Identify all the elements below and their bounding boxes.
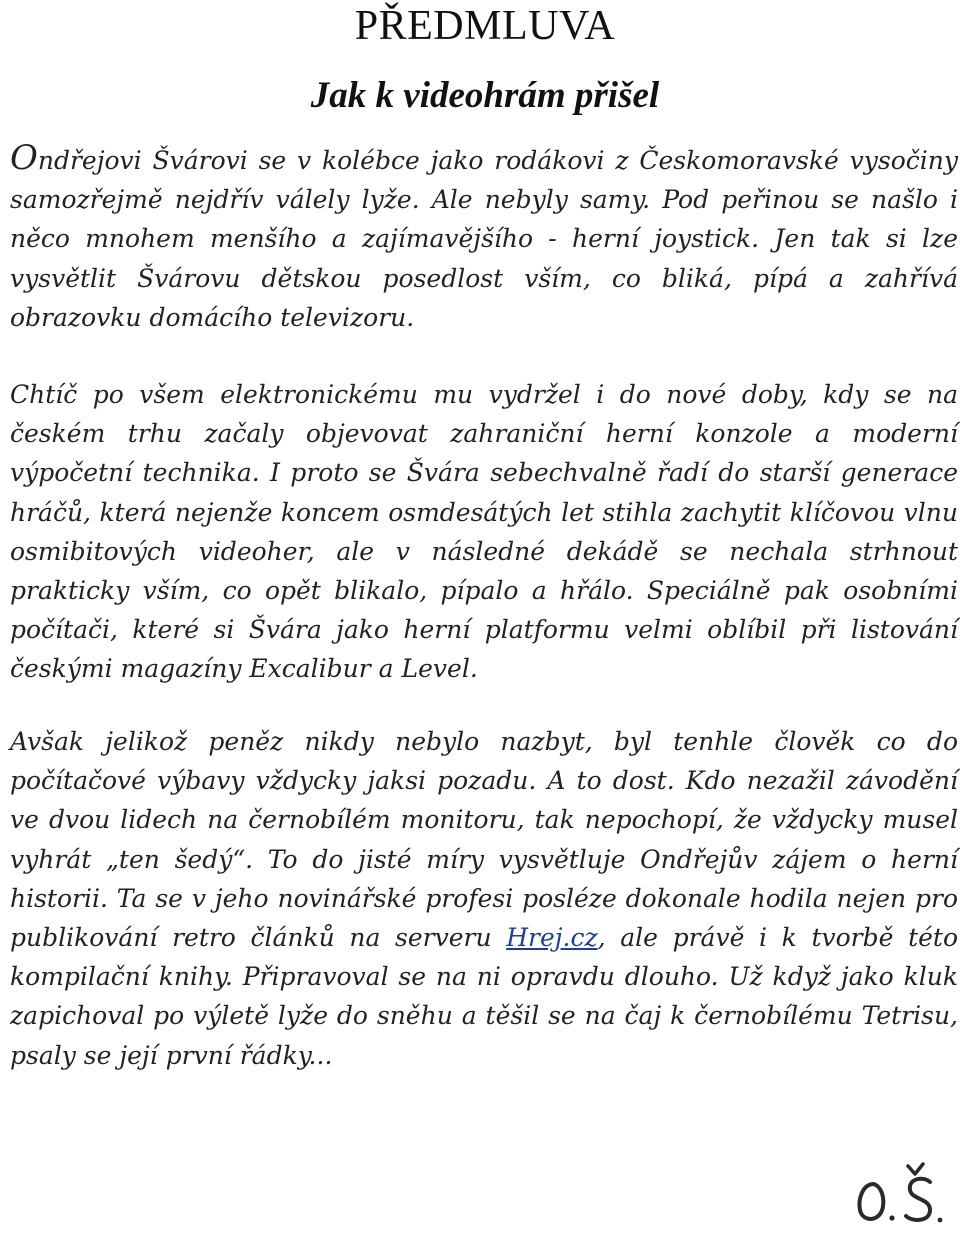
paragraph-intro [10,139,958,337]
paragraph-second [10,375,958,689]
drop-cap: O [10,138,38,178]
paragraph-third-text-before: Avšak jelikož peněz nikdy nebylo nazbyt, byl tenhle člověk co do počítačové výbavy vždycky jaksi pozadu. A to dost. Kdo nezažil závodění ve dvou lidech na černobílém monitoru, tak nepochopí, že vždycky musel vyhrát „ten šedý“. To do jisté míry vysvětluje Ondřejův zájem o herní historii. Ta se v jeho novinářské profesi posléze dokonale hodila nejen pro publikování retro článků na serveru [10,727,958,953]
signature-image [852,1160,948,1226]
hrej-cz-link[interactable]: Hrej.cz [506,923,598,953]
paragraph-second-text: Chtíč po všem elektronickému mu vydržel i do nové doby, kdy se na českém trhu začaly objevovat zahraniční herní konzole a moderní výpočetní technika. I proto se Švára sebechvalně řadí do starší generace hráčů, která nejenže koncem osmdesátých let stihla zachytit klíčovou vlnu osmibitových videoher, ale v následné dekádě se nechala strhnout prakticky vším, co opět blikalo, pípalo a hřálo. Speciálně pak osobními počítači, které si Švára jako herní platformu velmi oblíbil při listování českými magazíny Excalibur a Level. [10,380,958,684]
page-title: PŘEDMLUVA [354,3,616,49]
paragraph-intro-text: ndřejovi Švárovi se v kolébce jako rodákovi z Českomoravské vysočiny samozřejmě nejdřív válely lyže. Ale nebyly samy. Pod peřinou se našlo i něco mnohem menšího a zajímavějšího - herní joystick. Jen tak si lze vysvětlit Švárovu dětskou posedlost vším, co bliká, pípá a zahřívá obrazovku domácího televizoru. [10,146,958,332]
paragraph-third [10,722,958,1075]
page-subtitle: Jak k videohrám přišel [310,75,660,116]
paragraph-third-text-after: , ale právě i k tvorbě této kompilační knihy. Připravoval se na ni opravdu dlouho. Už když jako kluk zapichoval po výletě lyže do sněhu a těšil se na čaj k černobílému Tetrisu, psaly se její první řádky... [10,923,959,1070]
